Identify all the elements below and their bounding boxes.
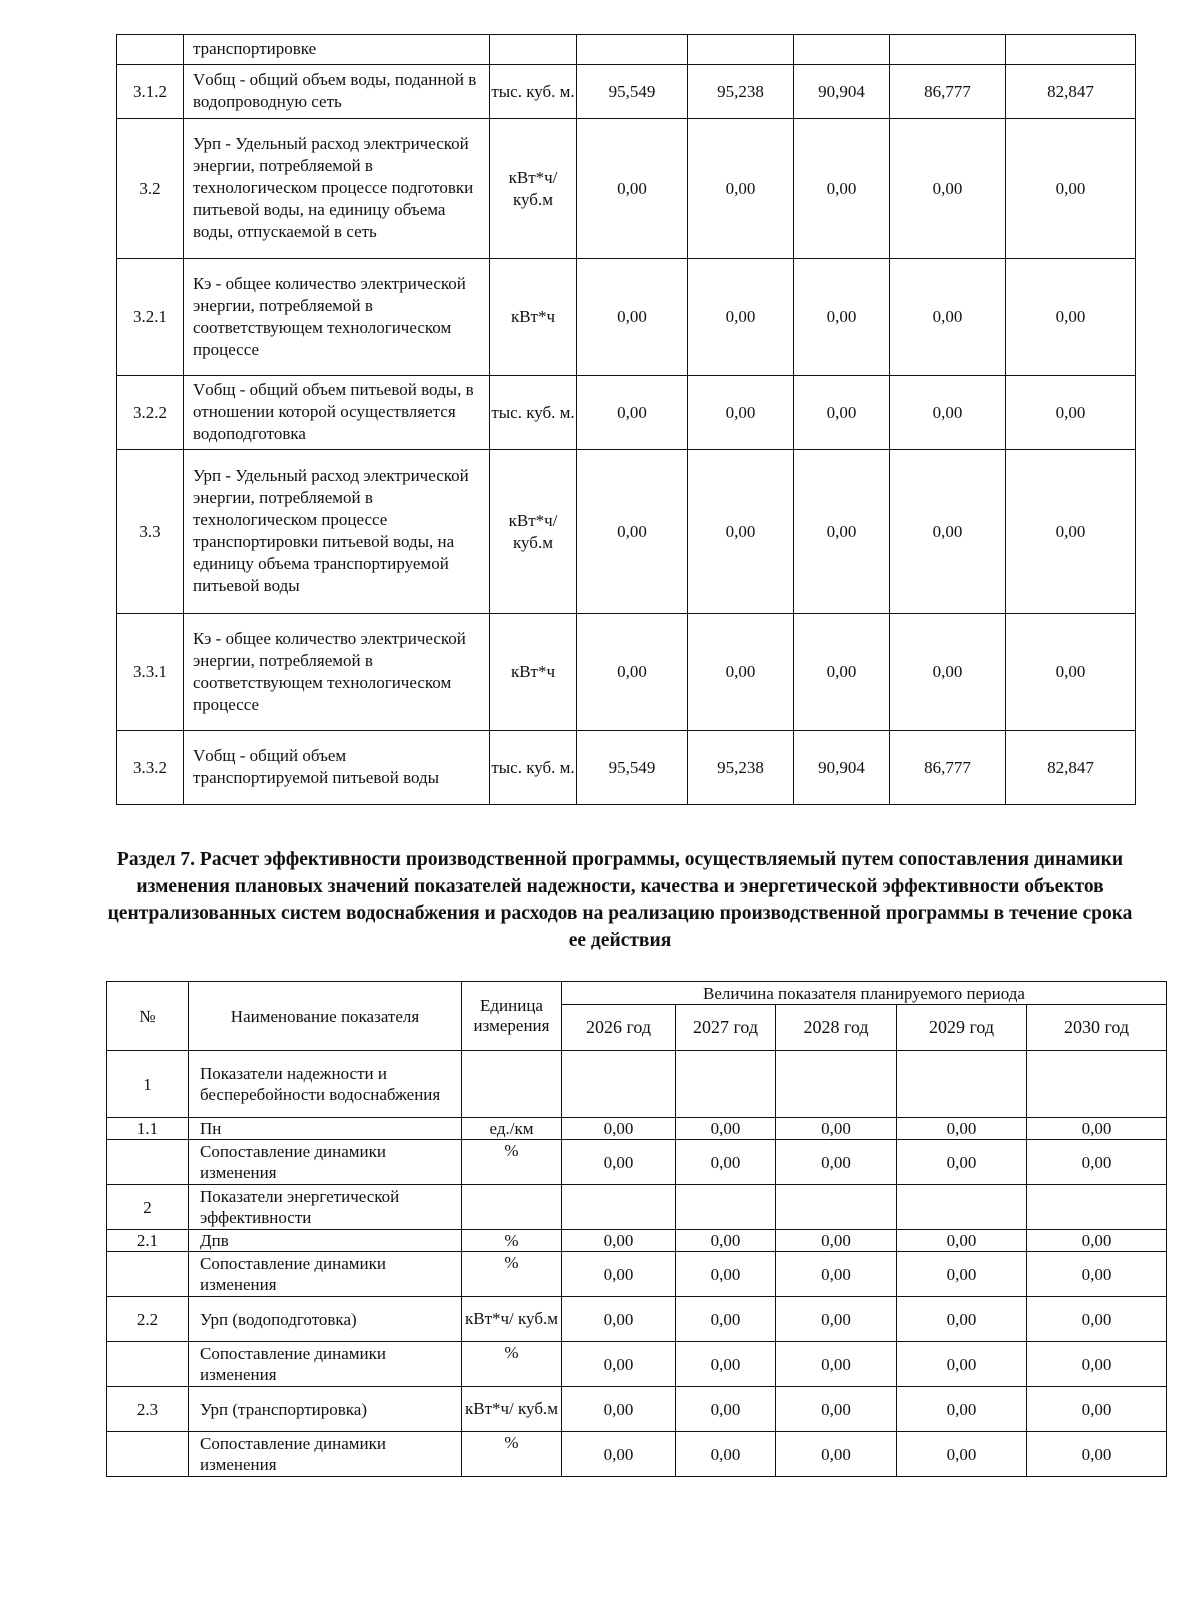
indicator-name: Показатели энергетической эффективности [189, 1185, 462, 1230]
table-row [107, 1387, 1167, 1432]
row-number: 2.3 [107, 1387, 189, 1432]
value-cell: 0,00 [676, 1387, 776, 1432]
value-cell: 0,00 [562, 1342, 676, 1387]
value-cell: 0,00 [897, 1297, 1027, 1342]
indicator-name: транспортировке [184, 35, 490, 65]
value-cell: 0,00 [890, 376, 1006, 450]
unit-cell: % [462, 1230, 562, 1252]
value-cell [897, 1185, 1027, 1230]
indicator-name: Урп - Удельный расход электрической энергии, потребляемой в технологическом процессе подготовки питьевой воды, на единицу объема воды, отпускаемой в сеть [184, 119, 490, 259]
indicator-name: Сопоставление динамики изменения [189, 1342, 462, 1387]
row-number [107, 1432, 189, 1477]
row-number: 3.3.1 [117, 614, 184, 731]
row-number: 2.1 [107, 1230, 189, 1252]
table-row [107, 1230, 1167, 1252]
value-cell: 0,00 [897, 1118, 1027, 1140]
indicator-name: Дпв [189, 1230, 462, 1252]
table-row [107, 1185, 1167, 1230]
value-cell: 0,00 [1027, 1230, 1167, 1252]
value-cell: 0,00 [1027, 1387, 1167, 1432]
value-cell: 0,00 [897, 1432, 1027, 1477]
unit-cell: кВт*ч [490, 614, 577, 731]
table-row [107, 1252, 1167, 1297]
value-cell: 0,00 [890, 259, 1006, 376]
value-cell [562, 1185, 676, 1230]
table-row [117, 65, 1136, 119]
value-cell [1027, 1051, 1167, 1118]
value-cell: 0,00 [1006, 614, 1136, 731]
unit-cell: % [462, 1252, 562, 1297]
value-cell: 0,00 [1027, 1140, 1167, 1185]
value-cell: 0,00 [776, 1342, 897, 1387]
table-row [117, 450, 1136, 614]
value-cell: 0,00 [890, 119, 1006, 259]
value-cell: 0,00 [562, 1387, 676, 1432]
header-year: 2026 год [562, 1005, 676, 1051]
value-cell: 0,00 [676, 1342, 776, 1387]
table-row [107, 1342, 1167, 1387]
value-cell: 0,00 [1006, 259, 1136, 376]
row-number: 3.2.1 [117, 259, 184, 376]
unit-cell: кВт*ч/ куб.м [462, 1387, 562, 1432]
value-cell: 0,00 [688, 259, 794, 376]
indicator-name: Сопоставление динамики изменения [189, 1252, 462, 1297]
value-cell: 0,00 [794, 376, 890, 450]
value-cell [1027, 1185, 1167, 1230]
unit-cell [490, 35, 577, 65]
value-cell: 0,00 [897, 1140, 1027, 1185]
header-year: 2027 год [676, 1005, 776, 1051]
value-cell [676, 1051, 776, 1118]
indicator-name: Урп - Удельный расход электрической энергии, потребляемой в технологическом процессе транспортировки питьевой воды, на единицу объема транспортируемой питьевой воды [184, 450, 490, 614]
value-cell: 0,00 [562, 1140, 676, 1185]
value-cell [897, 1051, 1027, 1118]
indicator-name: Vобщ - общий объем питьевой воды, в отношении которой осуществляется водоподготовка [184, 376, 490, 450]
indicator-name: Vобщ - общий объем транспортируемой питьевой воды [184, 731, 490, 805]
unit-cell [462, 1185, 562, 1230]
table-row [117, 119, 1136, 259]
value-cell: 95,238 [688, 65, 794, 119]
unit-cell: кВт*ч/ куб.м [462, 1297, 562, 1342]
table-row [107, 1297, 1167, 1342]
unit-cell: % [462, 1342, 562, 1387]
value-cell: 0,00 [1027, 1432, 1167, 1477]
value-cell: 0,00 [562, 1118, 676, 1140]
value-cell: 0,00 [776, 1387, 897, 1432]
value-cell: 0,00 [794, 119, 890, 259]
value-cell: 95,238 [688, 731, 794, 805]
section-7-title: Раздел 7. Расчет эффективности производственной программы, осуществляемый путем сопоставления динамики изменения плановых значений показателей надежности, качества и энергетической эффективности объектов централизованных систем водоснабжения и расходов на реализацию производственной программы в течение срока ее действия [107, 849, 1133, 951]
value-cell [688, 35, 794, 65]
header-unit: Единица измерения [462, 982, 562, 1051]
value-cell: 0,00 [1027, 1118, 1167, 1140]
value-cell: 0,00 [577, 450, 688, 614]
value-cell [676, 1185, 776, 1230]
unit-cell: % [462, 1432, 562, 1477]
row-number: 1.1 [107, 1118, 189, 1140]
header-year: 2029 год [897, 1005, 1027, 1051]
table-row [107, 1051, 1167, 1118]
unit-cell: тыс. куб. м. [490, 376, 577, 450]
indicator-name: Кэ - общее количество электрической энергии, потребляемой в соответствующем технологическом процессе [184, 259, 490, 376]
value-cell: 82,847 [1006, 731, 1136, 805]
unit-cell: кВт*ч/ куб.м [490, 450, 577, 614]
row-number: 2 [107, 1185, 189, 1230]
value-cell: 0,00 [676, 1432, 776, 1477]
value-cell: 0,00 [776, 1432, 897, 1477]
row-number: 3.2 [117, 119, 184, 259]
unit-cell: тыс. куб. м. [490, 65, 577, 119]
value-cell: 0,00 [776, 1230, 897, 1252]
value-cell: 0,00 [577, 614, 688, 731]
row-number: 3.3.2 [117, 731, 184, 805]
value-cell: 82,847 [1006, 65, 1136, 119]
table-row [117, 731, 1136, 805]
value-cell [776, 1051, 897, 1118]
value-cell: 86,777 [890, 731, 1006, 805]
value-cell: 0,00 [676, 1118, 776, 1140]
unit-cell [462, 1051, 562, 1118]
unit-cell: ед./км [462, 1118, 562, 1140]
table-row [117, 376, 1136, 450]
unit-cell: % [462, 1140, 562, 1185]
table-row [117, 35, 1136, 65]
value-cell: 0,00 [676, 1230, 776, 1252]
indicator-name: Урп (транспортировка) [189, 1387, 462, 1432]
value-cell: 90,904 [794, 65, 890, 119]
value-cell: 0,00 [897, 1230, 1027, 1252]
value-cell: 0,00 [1006, 376, 1136, 450]
value-cell: 0,00 [776, 1252, 897, 1297]
header-indicator-name: Наименование показателя [189, 982, 462, 1051]
value-cell: 0,00 [890, 450, 1006, 614]
value-cell: 0,00 [794, 614, 890, 731]
value-cell [577, 35, 688, 65]
value-cell [890, 35, 1006, 65]
value-cell: 0,00 [562, 1252, 676, 1297]
indicator-name: Пн [189, 1118, 462, 1140]
value-cell: 95,549 [577, 65, 688, 119]
table-row [107, 1118, 1167, 1140]
value-cell: 0,00 [776, 1140, 897, 1185]
value-cell: 0,00 [577, 259, 688, 376]
value-cell: 95,549 [577, 731, 688, 805]
value-cell: 0,00 [897, 1342, 1027, 1387]
value-cell: 0,00 [562, 1297, 676, 1342]
unit-cell: кВт*ч/ куб.м [490, 119, 577, 259]
value-cell: 0,00 [676, 1252, 776, 1297]
value-cell: 0,00 [676, 1140, 776, 1185]
table-row [107, 1432, 1167, 1477]
row-number [117, 35, 184, 65]
value-cell: 0,00 [1027, 1252, 1167, 1297]
row-number: 3.2.2 [117, 376, 184, 450]
value-cell: 0,00 [676, 1297, 776, 1342]
efficiency-table [106, 981, 1167, 1477]
indicator-name: Сопоставление динамики изменения [189, 1140, 462, 1185]
value-cell: 86,777 [890, 65, 1006, 119]
unit-cell: кВт*ч [490, 259, 577, 376]
value-cell: 0,00 [1027, 1342, 1167, 1387]
table-row [117, 259, 1136, 376]
indicator-name: Сопоставление динамики изменения [189, 1432, 462, 1477]
row-number [107, 1342, 189, 1387]
value-cell: 0,00 [794, 259, 890, 376]
row-number [107, 1140, 189, 1185]
value-cell [776, 1185, 897, 1230]
value-cell: 0,00 [688, 614, 794, 731]
indicator-name: Урп (водоподготовка) [189, 1297, 462, 1342]
value-cell: 0,00 [794, 450, 890, 614]
value-cell: 0,00 [1006, 119, 1136, 259]
table-row [107, 1140, 1167, 1185]
value-cell: 0,00 [577, 376, 688, 450]
value-cell [1006, 35, 1136, 65]
row-number: 3.3 [117, 450, 184, 614]
header-year: 2030 год [1027, 1005, 1167, 1051]
value-cell: 0,00 [688, 119, 794, 259]
value-cell: 0,00 [562, 1432, 676, 1477]
row-number: 2.2 [107, 1297, 189, 1342]
value-cell: 0,00 [1027, 1297, 1167, 1342]
value-cell: 0,00 [897, 1252, 1027, 1297]
value-cell: 0,00 [688, 450, 794, 614]
value-cell: 90,904 [794, 731, 890, 805]
indicator-name: Vобщ - общий объем воды, поданной в водопроводную сеть [184, 65, 490, 119]
value-cell: 0,00 [1006, 450, 1136, 614]
value-cell: 0,00 [577, 119, 688, 259]
row-number [107, 1252, 189, 1297]
value-cell: 0,00 [776, 1118, 897, 1140]
header-number: № [107, 982, 189, 1051]
value-cell: 0,00 [897, 1387, 1027, 1432]
indicator-name: Показатели надежности и бесперебойности водоснабжения [189, 1051, 462, 1118]
header-year: 2028 год [776, 1005, 897, 1051]
header-row [107, 982, 1167, 1005]
value-cell: 0,00 [890, 614, 1006, 731]
value-cell: 0,00 [562, 1230, 676, 1252]
value-cell: 0,00 [688, 376, 794, 450]
value-cell [794, 35, 890, 65]
row-number: 3.1.2 [117, 65, 184, 119]
header-planned-period: Величина показателя планируемого периода [562, 982, 1167, 1005]
indicator-name: Кэ - общее количество электрической энергии, потребляемой в соответствующем технологическом процессе [184, 614, 490, 731]
row-number: 1 [107, 1051, 189, 1118]
value-cell: 0,00 [776, 1297, 897, 1342]
indicators-table-continued [116, 34, 1136, 805]
unit-cell: тыс. куб. м. [490, 731, 577, 805]
value-cell [562, 1051, 676, 1118]
table-row [117, 614, 1136, 731]
